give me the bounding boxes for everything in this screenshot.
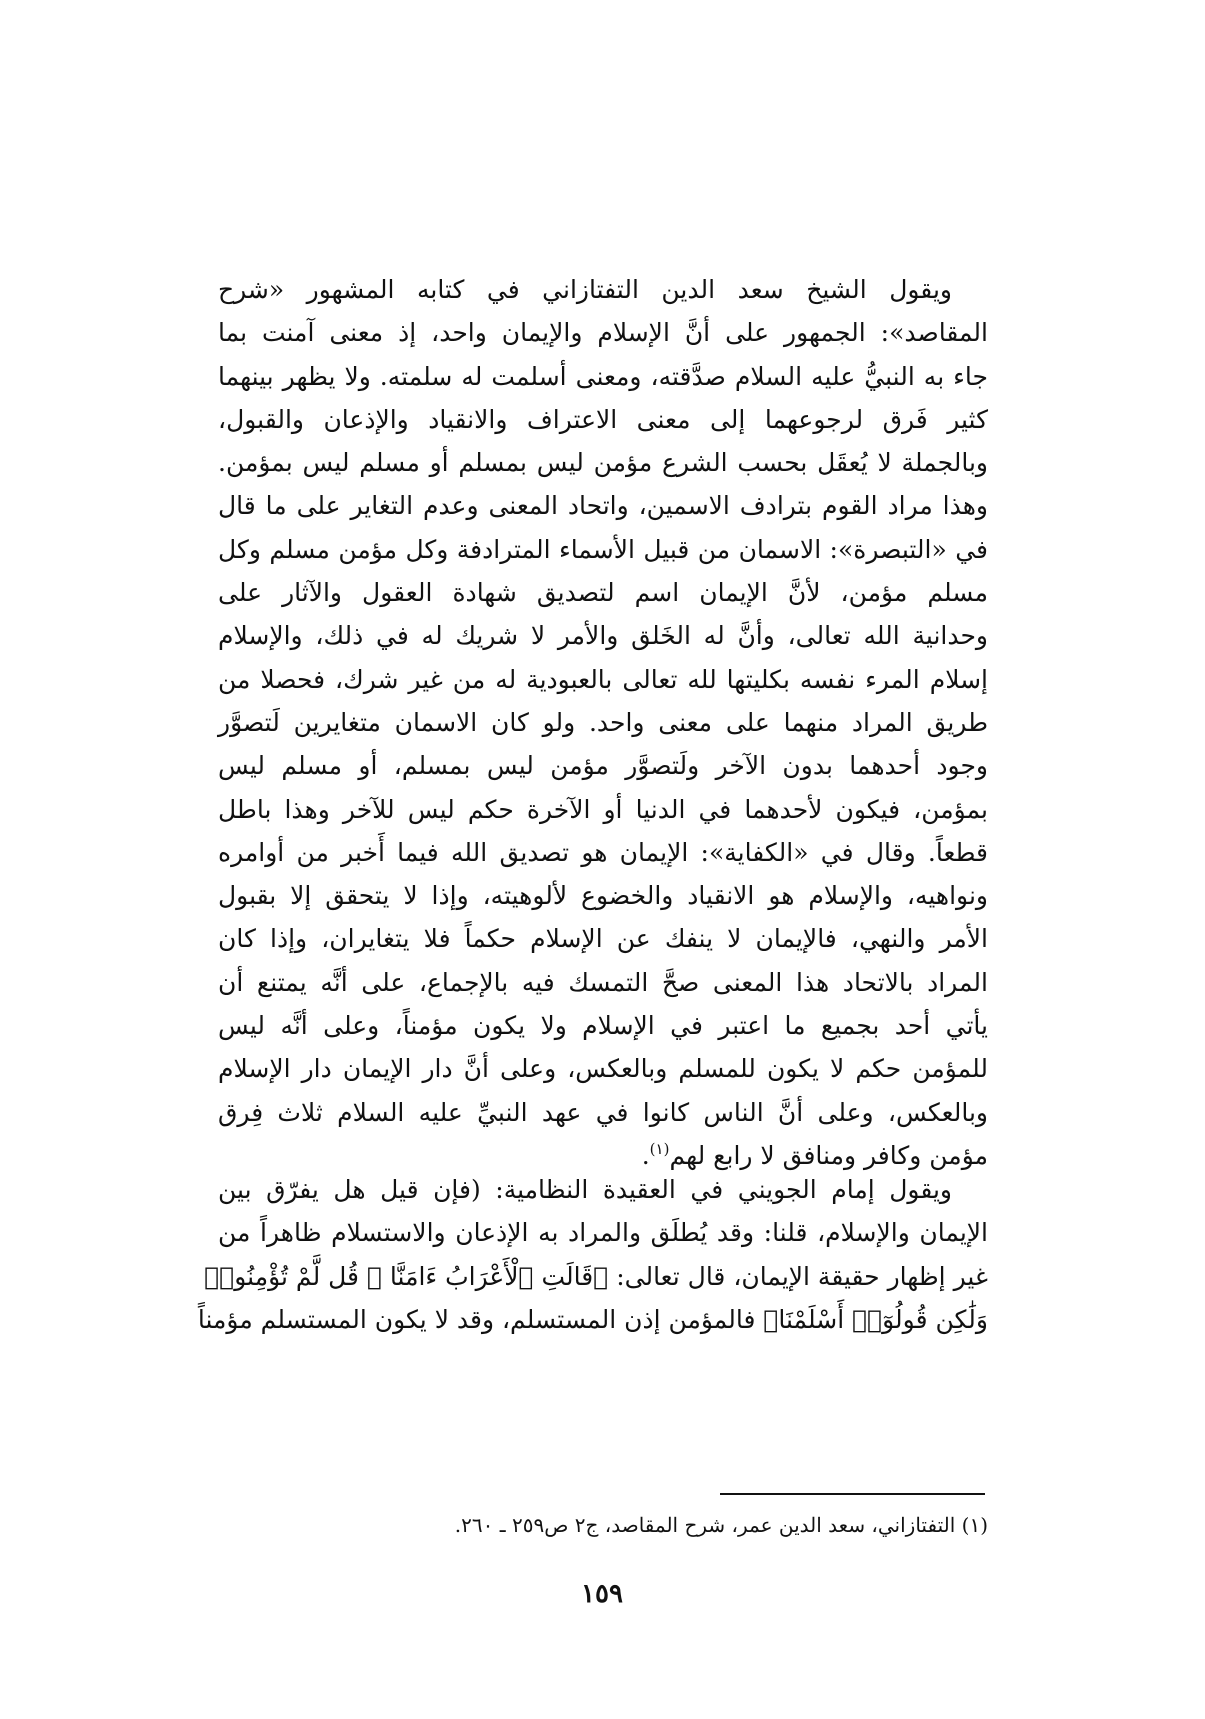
- footnote-reference[interactable]: (١): [649, 1139, 670, 1158]
- text-line: مسلم مؤمن، لأنَّ الإيمان اسم لتصديق شهادة العقول والآثار على: [218, 578, 988, 608]
- footnote: (١) التفتازاني، سعد الدين عمر، شرح المقاصد، ج٢ ص٢٥٩ ـ ٢٦٠.: [454, 1513, 988, 1537]
- text-line: المراد بالاتحاد هذا المعنى صحَّ التمسك فيه بالإجماع، على أنَّه يمتنع أن: [218, 967, 988, 997]
- sentence-end-period: .: [641, 1140, 650, 1170]
- paragraph-juwayni: [197, 1168, 988, 1341]
- page-number: ١٥٩: [581, 1579, 623, 1609]
- paragraph-taftazani: [218, 268, 988, 1177]
- text-line: كثير فَرق لرجوعهما إلى معنى الاعتراف والانقياد والإذعان والقبول،: [218, 404, 988, 434]
- text-line: الأمر والنهي، فالإيمان لا ينفك عن الإسلام حكماً فلا يتغايران، وإذا كان: [218, 924, 988, 954]
- text-line: المقاصد»: الجمهور على أنَّ الإسلام والإيمان واحد، إذ معنى آمنت بما: [218, 318, 988, 348]
- text-line-content: مؤمن وكافر ومنافق لا رابع لهم: [669, 1140, 988, 1170]
- text-line: ونواهيه، والإسلام هو الانقياد والخضوع لألوهيته، وإذا لا يتحقق إلا بقبول: [218, 881, 988, 911]
- text-line: بمؤمن، فيكون لأحدهما في الدنيا أو الآخرة حكم ليس للآخر وهذا باطل: [218, 794, 988, 824]
- text-line: وبالجملة لا يُعقَل بحسب الشرع مؤمن ليس بمسلم أو مسلم ليس بمؤمن.: [218, 448, 988, 478]
- text-line: إسلام المرء نفسه بكليتها لله تعالى بالعبودية له من غير شرك، فحصلا من: [218, 664, 988, 694]
- text-line: جاء به النبيُّ عليه السلام صدَّقته، ومعنى أسلمت له سلمته. ولا يظهر بينهما: [218, 361, 988, 391]
- text-line: وجود أحدهما بدون الآخر ولَتصوَّر مؤمن ليس بمسلم، أو مسلم ليس: [218, 751, 988, 781]
- text-line: يأتي أحد بجميع ما اعتبر في الإسلام ولا يكون مؤمناً، وعلى أنَّه ليس: [218, 1011, 988, 1041]
- text-line: وحدانية الله تعالى، وأنَّ له الخَلق والأمر لا شريك له في ذلك، والإسلام: [218, 621, 988, 651]
- text-line: وهذا مراد القوم بترادف الاسمين، واتحاد المعنى وعدم التغاير على ما قال: [218, 491, 988, 521]
- text-line: ويقول إمام الجويني في العقيدة النظامية: (فإن قيل هل يفرّق بين: [218, 1175, 952, 1204]
- text-line: الإيمان والإسلام، قلنا: وقد يُطلَق والمراد به الإذعان والاستسلام ظاهراً من: [218, 1218, 988, 1248]
- text-line: في «التبصرة»: الاسمان من قبيل الأسماء المترادفة وكل مؤمن مسلم وكل: [218, 534, 988, 564]
- text-line: ويقول الشيخ سعد الدين التفتازاني في كتابه المشهور «شرح: [218, 275, 952, 304]
- text-line: وَلَٰكِن قُولُوٓا۟ أَسْلَمْنَا﴾ فالمؤمن إذن المستسلم، وقد لا يكون المستسلم مؤمناً: [197, 1304, 988, 1334]
- text-line: وبالعكس، وعلى أنَّ الناس كانوا في عهد النبيِّ عليه السلام ثلاث فِرق: [218, 1097, 988, 1127]
- text-line: غير إظهار حقيقة الإيمان، قال تعالى: ﴿قَالَتِ ٱلْأَعْرَابُ ءَامَنَّا ۖ قُل لَّمْ تُؤْمِنُوا۟: [204, 1261, 988, 1291]
- footnote-separator: [720, 1493, 985, 1495]
- text-line: للمؤمن حكم لا يكون للمسلم وبالعكس، وعلى أنَّ دار الإيمان دار الإسلام: [218, 1054, 988, 1084]
- text-line: طريق المراد منهما على معنى واحد. ولو كان الاسمان متغايرين لَتصوَّر: [218, 707, 988, 737]
- text-line: قطعاً. وقال في «الكفاية»: الإيمان هو تصديق الله فيما أَخبر من أوامره: [218, 837, 988, 867]
